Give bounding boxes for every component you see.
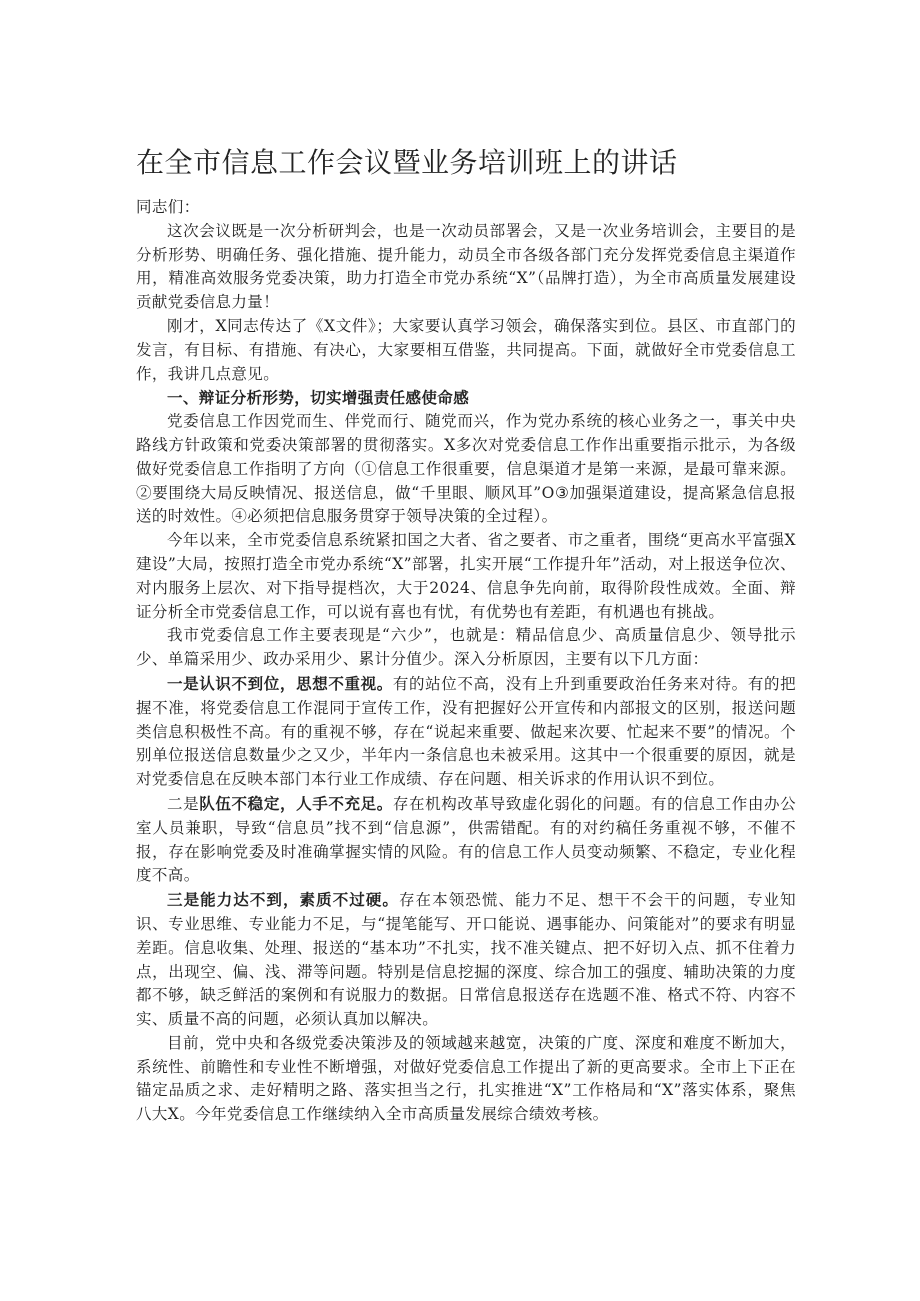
reason-2-prefix: 二是 [167, 794, 200, 813]
paragraph-opening: 这次会议既是一次分析研判会，也是一次动员部署会，又是一次业务培训会，主要目的是分析形势、明确任务、强化措施、提升能力，动员全市各级各部门充分发挥党委信息主渠道作用，精准高效服务党委决策，助力打造全市党办系统“X”（品牌打造），为全市高质量发展建设贡献党委信息力量！ [136, 221, 796, 312]
paragraph-progress: 今年以来，全市党委信息系统紧扣国之大者、省之要者、市之重者，围绕“更高水平富强X建设”大局，按照打造全市党办系统“X”部署，扎实开展“工作提升年”活动，对上报送争位次、对内服务上层次、对下指导提档次，大于2024、信息争先向前，取得阶段性成效。全面、辩证分析全市党委信息工作，可以说有喜也有忧，有优势也有差距，有机遇也有挑战。 [136, 531, 796, 621]
reason-3-lead: 三是能力达不到，素质不过硬。 [167, 890, 399, 910]
reason-1-text: 有的站位不高，没有上升到重要政治任务来对待。有的把握不准，将党委信息工作混同于宣传工作，没有把握好公开宣传和内部报文的区别，报送问题类信息积极性不高。有的重视不够，存在“说起来重要、做起来次要、忙起来不要”的情况。个别单位报送信息数量少之又少，半年内一条信息也未被采用。这其中一个很重要的原因，就是对党委信息在反映本部门本行业工作成绩、存在问题、相关诉求的作用认识不到位。 [136, 674, 796, 789]
reason-2-text: 存在机构改革导致虚化弱化的问题。有的信息工作由办公室人员兼职，导致“信息员”找不到“信息源”，供需错配。有的对约稿任务重视不够，不催不报，存在影响党委及时准确掌握实情的风险。有的信息工作人员变动频繁、不稳定，专业化程度不高。 [136, 794, 796, 885]
paragraph-reason-2 [136, 792, 796, 888]
paragraph-intro: 刚才，X同志传达了《X文件》；大家要认真学习领会，确保落实到位。县区、市直部门的发言，有目标、有措施、有决心，大家要相互借鉴，共同提高。下面，就做好全市党委信息工作，我讲几点意见。 [136, 316, 796, 383]
paragraph-six-less: 我市党委信息工作主要表现是“六少”，也就是：精品信息少、高质量信息少、领导批示少、单篇采用少、政办采用少、累计分值少。深入分析原因，主要有以下几方面： [136, 626, 796, 669]
reason-1-lead: 一是认识不到位，思想不重视。 [167, 673, 393, 693]
salutation: 同志们： [136, 198, 200, 216]
paragraph-reason-3 [136, 888, 796, 1032]
reason-2-lead: 队伍不稳定，人手不充足。 [199, 793, 393, 813]
paragraph-reason-1 [136, 672, 796, 792]
reason-3-text: 存在本领恐慌、能力不足、想干不会干的问题，专业知识、专业思维、专业能力不足，与“提笔能写、开口能说、遇事能办、问策能对”的要求有明显差距。信息收集、处理、报送的“基本功”不扎实，找不准关键点、把不好切入点、抓不住着力点，出现空、偏、浅、滞等问题。特别是信息挖掘的深度、综合加工的强度、辅助决策的力度都不够，缺乏鲜活的案例和有说服力的数据。日常信息报送存在选题不准、格式不符、内容不实、质量不高的问题，必须认真加以解决。 [136, 891, 796, 1029]
document-title: 在全市信息工作会议暨业务培训班上的讲话 [136, 146, 678, 179]
paragraph-current: 目前，党中央和各级党委决策涉及的领域越来越宽，决策的广度、深度和难度不断加大，系统性、前瞻性和专业性不断增强，对做好党委信息工作提出了新的更高要求。全市上下正在锚定品质之求、走好精明之路、落实担当之行，扎实推进“X”工作格局和“X”落实体系，聚焦八大X。今年党委信息工作继续纳入全市高质量发展综合绩效考核。 [136, 1033, 796, 1124]
paragraph-significance: 党委信息工作因党而生、伴党而行、随党而兴，作为党办系统的核心业务之一，事关中央路线方针政策和党委决策部署的贯彻落实。X多次对党委信息工作作出重要指示批示，为各级做好党委信息工作指明了方向（①信息工作很重要，信息渠道才是第一来源，是最可靠来源。②要围绕大局反映情况、报送信息，做“千里眼、顺风耳”O③加强渠道建设，提高紧急信息报送的时效性。④必须把信息服务贯穿于领导决策的全过程）。 [136, 412, 796, 526]
section-heading-1: 一、辩证分析形势，切实增强责任感使命感 [167, 388, 470, 408]
document-body [136, 196, 796, 1127]
